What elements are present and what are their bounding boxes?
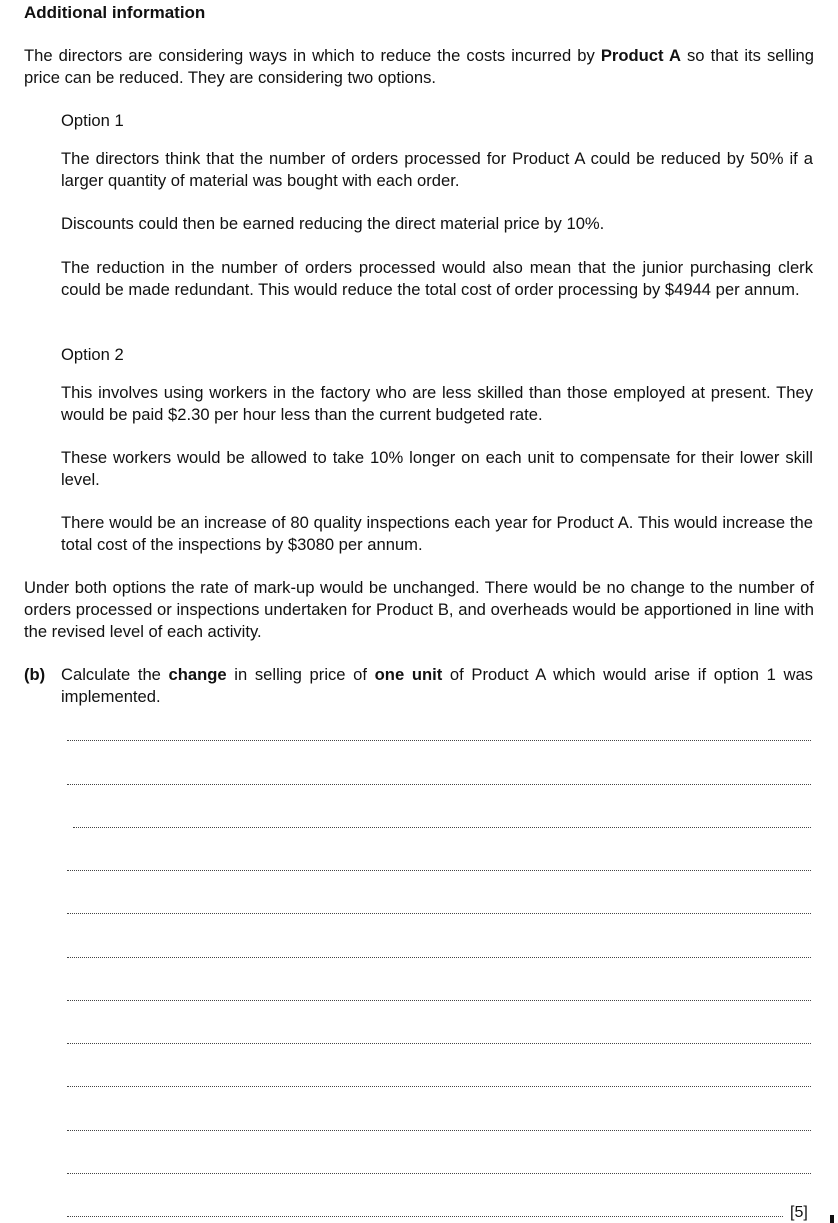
answer-line[interactable] [67, 1043, 811, 1044]
answer-line[interactable] [67, 1173, 811, 1174]
option-1-paragraph: Discounts could then be earned reducing the direct material price by 10%. [61, 214, 605, 233]
answer-line[interactable] [67, 1000, 811, 1001]
answer-line[interactable] [67, 740, 811, 741]
answer-line[interactable] [67, 870, 811, 871]
answer-line[interactable] [73, 827, 811, 828]
intro-paragraph: The directors are considering ways in which to reduce the costs incurred by Product A so that its selling price can be reduced. They are considering two options. [24, 46, 815, 87]
answer-line[interactable] [67, 1216, 783, 1217]
option-2-paragraph: This involves using workers in the factory who are less skilled than those employed at present. They would be paid $2.30 per hour less than the current budgeted rate. [61, 383, 813, 424]
answer-line[interactable] [67, 784, 811, 785]
product-a-emphasis: Product A [600, 46, 681, 65]
answer-line[interactable] [67, 1086, 811, 1087]
option-2-paragraph: These workers would be allowed to take 10% longer on each unit to compensate for their lower skill level. [61, 448, 813, 489]
option-1-paragraph: The directors think that the number of orders processed for Product A could be reduced by 50% if a larger quantity of material was bought with each order. [61, 149, 813, 190]
option-2-paragraph: There would be an increase of 80 quality inspections each year for Product A. This would increase the total cost of the inspections by $3080 per annum. [61, 513, 813, 554]
option-1-label: Option 1 [61, 111, 124, 130]
option-2-label: Option 2 [61, 345, 124, 364]
marks-allocation: [5] [790, 1204, 808, 1221]
closing-paragraph: Under both options the rate of mark-up would be unchanged. There would be no change to the number of orders processed or inspections undertaken for Product B, and overheads would be apportioned in line with the revised level of each activity. [24, 578, 814, 641]
option-1-paragraph: The reduction in the number of orders processed would also mean that the junior purchasing clerk could be made redundant. This would reduce the total cost of order processing by $4944 per annum. [61, 258, 813, 299]
answer-line[interactable] [67, 913, 811, 914]
answer-line[interactable] [67, 957, 811, 958]
question-text: Calculate the change in selling price of one unit of Product A which would arise if option 1 was implemented. [61, 665, 813, 706]
answer-line[interactable] [67, 1130, 811, 1131]
section-heading: Additional information [24, 3, 206, 22]
margin-marker [830, 1215, 834, 1223]
question-label: (b) [24, 665, 46, 684]
